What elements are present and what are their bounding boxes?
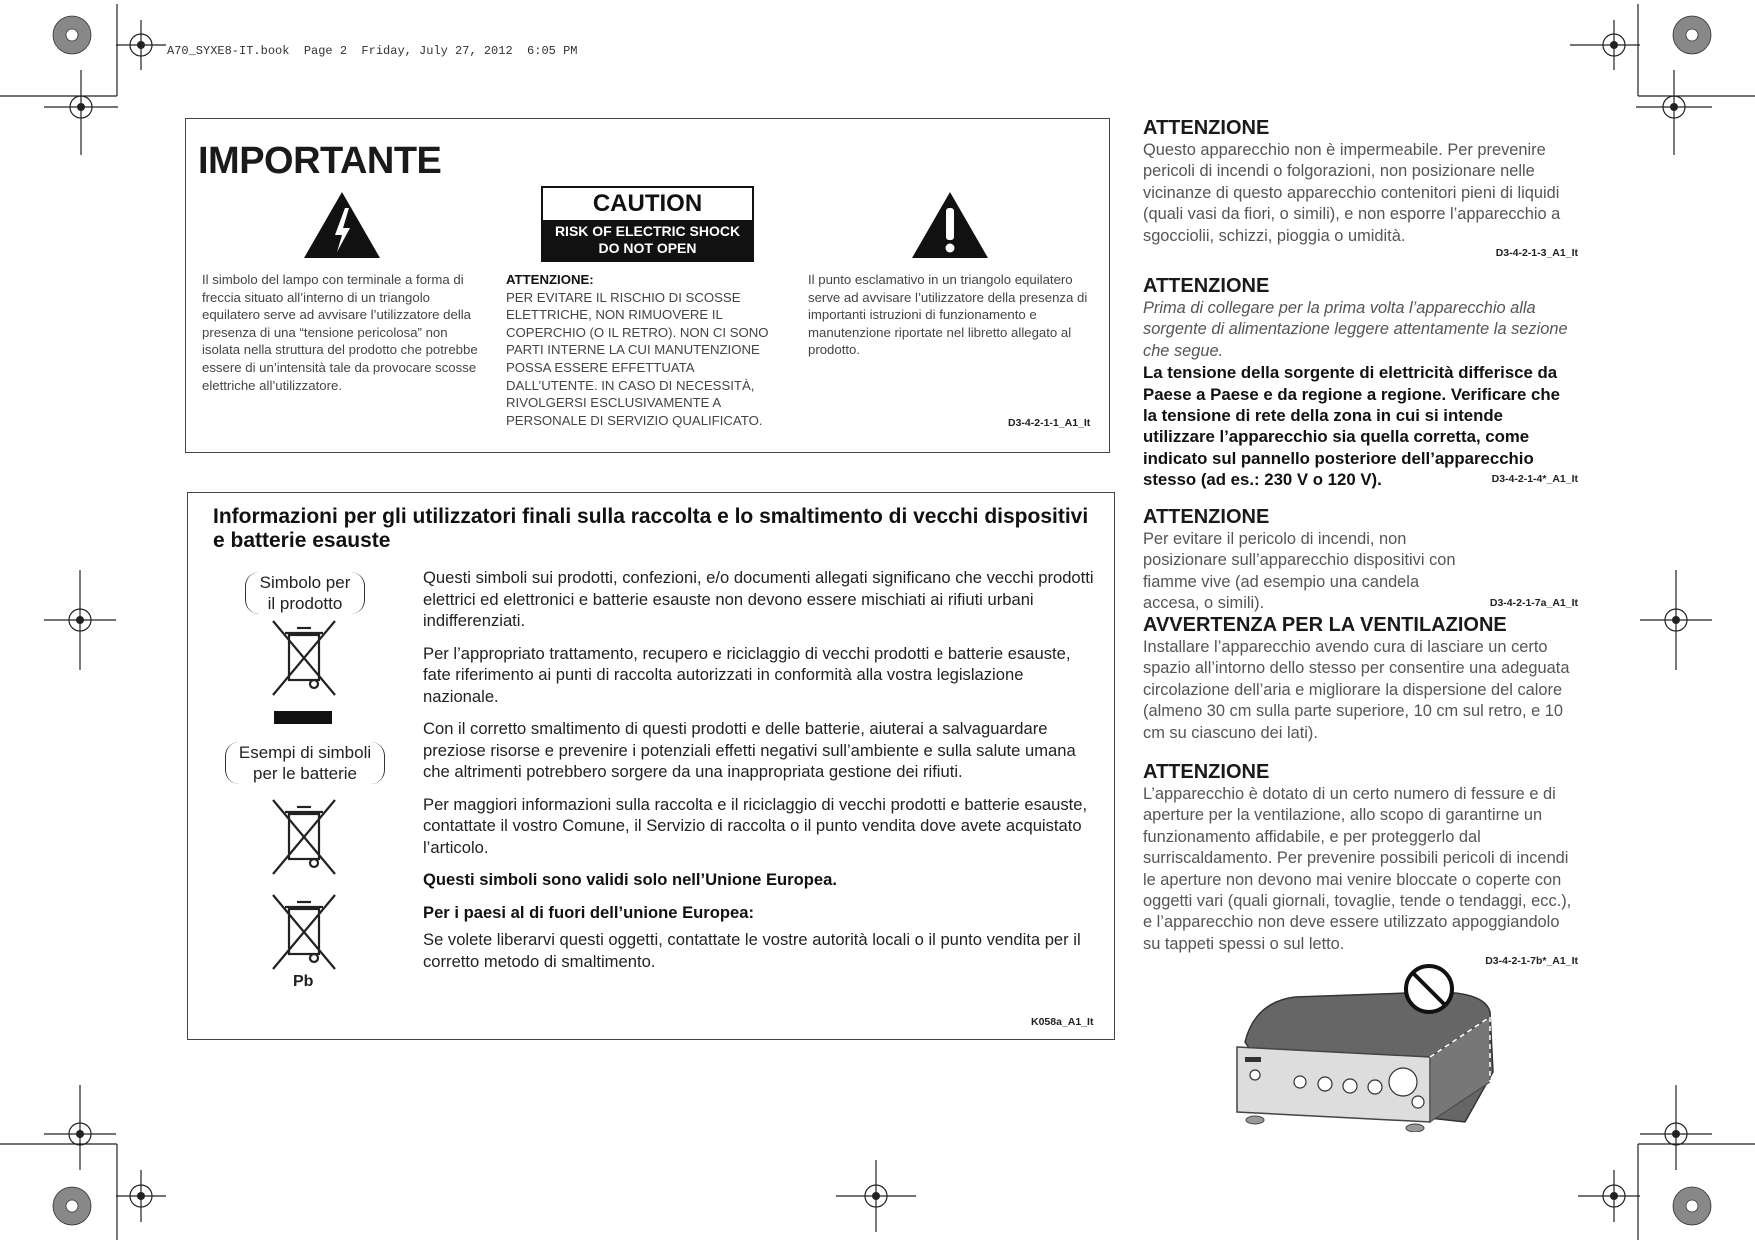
- black-bar: [274, 711, 332, 724]
- section-5-code: D3-4-2-1-7b*_A1_It: [1485, 955, 1578, 968]
- weee-paragraph-1: Questi simboli sui prodotti, confezioni, e/o documenti allegati significano che vecchi prodotti elettrici ed elettronici e batterie esauste non devono essere mischiati ai rifiuti urbani indifferenziati.: [423, 568, 1094, 630]
- section-1-title: ATTENZIONE: [1143, 117, 1270, 139]
- section-1-text: Questo apparecchio non è impermeabile. Per prevenire pericoli di incendi o folgorazioni, non posizionare nelle vicinanze di questo apparecchio contenitori pieni di liquidi (quali vasi da fiori, o simili), e non esporre l’apparecchio a sgocciolii, schizzi, pioggia o umidità.: [1143, 141, 1561, 245]
- battery-symbol-label: [225, 742, 385, 784]
- weee-non-eu-heading: Per i paesi al di fuori dell’unione Europea:: [423, 902, 755, 922]
- battery-symbol-label-line1: Esempi di simboli: [238, 743, 372, 762]
- section-attenzione-3: [1143, 505, 1578, 613]
- section-2-code: D3-4-2-1-4*_A1_It: [1491, 472, 1578, 485]
- covered-amplifier-illustration: [1225, 962, 1515, 1132]
- caution-description: [506, 271, 782, 429]
- caution-description-heading: ATTENZIONE:: [506, 272, 594, 287]
- section-5-text: L’apparecchio è dotato di un certo numero di fessure e di aperture per la ventilazione, allo scopo di garantirne un funzionamento affidabile, e per proteggerlo dal surriscaldamento. Per prevenire possibili pericoli di incendi le aperture non devono mai venire bloccate o coperte con oggetti vari (quali giornali, tovaglie, tende o tendaggi, ecc.), e l’apparecchio non deve essere utilizzato appoggiandolo su tappeti spessi o sul letto.: [1143, 785, 1572, 953]
- importante-code: D3-4-2-1-1_A1_It: [1008, 417, 1091, 429]
- section-3-code: D3-4-2-1-7a_A1_It: [1489, 596, 1578, 609]
- weee-code: K058a_A1_It: [1031, 1016, 1094, 1028]
- section-attenzione-2: [1143, 274, 1578, 490]
- section-attenzione-1: [1143, 116, 1578, 259]
- exclamation-description: Il punto esclamativo in un triangolo equilatero serve ad avvisare l’utilizzatore della presenza di importanti istruzioni di funzionamento e manutenzione riportate nel libretto allegato al prodotto.: [808, 272, 1088, 358]
- section-1-code: D3-4-2-1-3_A1_It: [1495, 247, 1578, 260]
- section-2-italic: Prima di collegare per la prima volta l’apparecchio alla sorgente di alimentazione leggere attentamente la sezione che segue.: [1143, 299, 1568, 360]
- section-3-title: ATTENZIONE: [1143, 506, 1270, 528]
- weee-paragraph-3: Con il corretto smaltimento di questi prodotti e delle batterie, aiuterai a salvaguardare preziose risorse e prevenire i potenziali effetti negativi sull’ambiente e sulla salute umana che altrimenti potrebbero sorgere da una inappropriata gestione dei rifiuti.: [423, 719, 1076, 781]
- importante-title: IMPORTANTE: [198, 140, 442, 182]
- lightning-warning-icon: [302, 190, 382, 260]
- section-2-title: ATTENZIONE: [1143, 275, 1270, 297]
- caution-warning: [543, 220, 752, 260]
- crossed-bin-icon: [265, 617, 343, 699]
- print-header: A70_SYXE8-IT.book Page 2 Friday, July 27, 2012 6:05 PM: [167, 44, 578, 58]
- prohibited-icon: [1402, 962, 1456, 1016]
- crossed-bin-pb-icon: [265, 891, 343, 973]
- caution-line-2: DO NOT OPEN: [598, 240, 697, 256]
- section-4-title: AVVERTENZA PER LA VENTILAZIONE: [1143, 614, 1507, 636]
- weee-body: [423, 567, 1098, 983]
- weee-title: Informazioni per gli utilizzatori finali sulla raccolta e lo smaltimento di vecchi dispositivi e batterie esauste: [213, 505, 1089, 552]
- caution-line-1: RISK OF ELECTRIC SHOCK: [554, 223, 741, 239]
- weee-paragraph-4: Per maggiori informazioni sulla raccolta e il riciclaggio di vecchi prodotti e batterie esauste, contattate il vostro Comune, il Servizio di raccolta o il punto vendita dove avete acquistato l’articolo.: [423, 794, 1088, 857]
- caution-description-text: PER EVITARE IL RISCHIO DI SCOSSE ELETTRICHE, NON RIMUOVERE IL COPERCHIO (O IL RETRO). NON CI SONO PARTI INTERNE LA CUI MANUTENZIONE POSSA ESSERE EFFETTUATA DALL’UTENTE. IN CASO DI NECESSITÀ, RIVOLGERSI ESCLUSIVAMENTE A PERSONALE DI SERVIZIO QUALIFICATO.: [506, 289, 769, 428]
- section-attenzione-5: [1143, 760, 1578, 967]
- battery-symbol-label-line2: per le batterie: [253, 764, 357, 783]
- caution-heading: CAUTION: [592, 190, 703, 217]
- weee-paragraph-7: Se volete liberarvi questi oggetti, contattate le vostre autorità locali o il punto vendita per il corretto metodo di smaltimento.: [423, 930, 1081, 971]
- crossed-bin-battery-icon: [265, 796, 343, 878]
- section-2-bold: La tensione della sorgente di elettricità differisce da Paese a Paese e da regione a regione. Verificare che la tensione di rete della zona in cui si intende utilizzare l’apparecchio sia quella corretta, come indicato sul pannello posteriore dell’apparecchio stesso (ad es.: 230 V o 120 V).: [1143, 363, 1560, 490]
- product-symbol-label: [245, 572, 365, 614]
- section-5-title: ATTENZIONE: [1143, 761, 1270, 783]
- section-ventilazione: [1143, 613, 1578, 744]
- weee-paragraph-2: Per l’appropriato trattamento, recupero e riciclaggio di vecchi prodotti e batterie esauste, fate riferimento ai punti di raccolta autorizzati in conformità alla vostra legislazione nazionale.: [423, 643, 1071, 706]
- section-4-text: Installare l’apparecchio avendo cura di lasciare un certo spazio all’intorno dello stesso per consentire una adeguata circolazione dell’aria e migliorare la dispersione del calore (almeno 30 cm sulla parte superiore, 10 cm sul retro, e 10 cm su ciascuno dei lati).: [1143, 638, 1570, 742]
- pb-label: Pb: [293, 973, 314, 990]
- section-3-text: Per evitare il pericolo di incendi, non posizionare sull’apparecchio dispositivi con fiamme vive (ad esempio una candela accesa, o simili).: [1143, 530, 1456, 613]
- caution-label: [541, 186, 754, 262]
- exclamation-warning-icon: [910, 190, 990, 260]
- product-symbol-label-line1: Simbolo per: [259, 573, 351, 592]
- weee-eu-note: Questi simboli sono validi solo nell’Unione Europea.: [423, 870, 837, 889]
- lightning-description: Il simbolo del lampo con terminale a forma di freccia situato all’interno di un triangolo equilatero serve ad avvisare l’utilizzatore della presenza di una “tensione pericolosa” non isolata nella struttura del prodotto che potrebbe essere di un’intensità tale da provocare scosse elettriche all’utilizzatore.: [202, 272, 478, 393]
- product-symbol-label-line2: il prodotto: [267, 594, 343, 613]
